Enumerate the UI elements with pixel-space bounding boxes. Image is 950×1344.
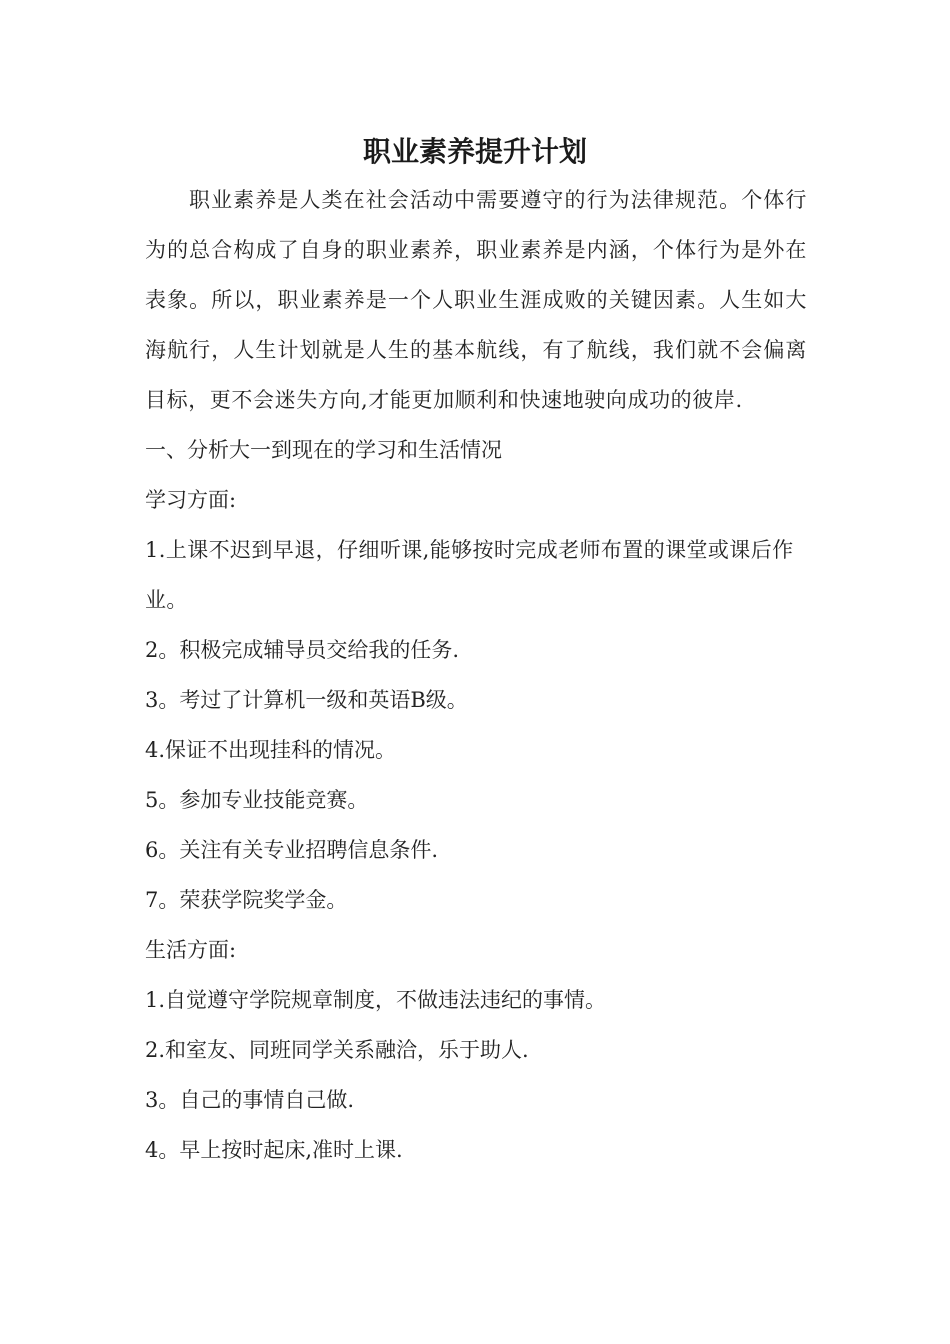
life-heading: 生活方面: [145, 938, 237, 962]
document-title: 职业素养提升计划 [362, 135, 587, 168]
life-item: 2.和室友、同班同学关系融洽，乐于助人. [145, 1038, 529, 1062]
study-item: 3。考过了计算机一级和英语B级。 [145, 688, 468, 712]
intro-paragraph: 职业素养是人类在社会活动中需要遵守的行为法律规范。个体行为的总合构成了自身的职业素养，职业素养是内涵，个体行为是外在表象。所以，职业素养是一个人职业生涯成败的关键因素。人生如大海航行，人生计划就是人生的基本航线，有了航线，我们就不会偏离目标，更不会迷失方向,才能更加顺利和快速地驶向成功的彼岸. [145, 188, 807, 412]
study-item: 2。积极完成辅导员交给我的任务. [145, 638, 460, 662]
life-item: 1.自觉遵守学院规章制度，不做违法违纪的事情。 [145, 988, 607, 1012]
study-item: 7。荣获学院奖学金。 [145, 888, 348, 912]
life-item: 4。早上按时起床,准时上课. [145, 1138, 403, 1162]
study-item: 5。参加专业技能竞赛。 [145, 788, 369, 812]
study-item: 4.保证不出现挂科的情况。 [145, 738, 397, 762]
document-body [145, 175, 807, 1175]
life-item: 3。自己的事情自己做. [145, 1088, 355, 1112]
study-item: 1.上课不迟到早退，仔细听课,能够按时完成老师布置的课堂或课后作业。 [145, 538, 794, 612]
section-heading: 一、分析大一到现在的学习和生活情况 [145, 438, 502, 462]
study-heading: 学习方面: [145, 488, 237, 512]
study-item: 6。关注有关专业招聘信息条件. [145, 838, 439, 862]
